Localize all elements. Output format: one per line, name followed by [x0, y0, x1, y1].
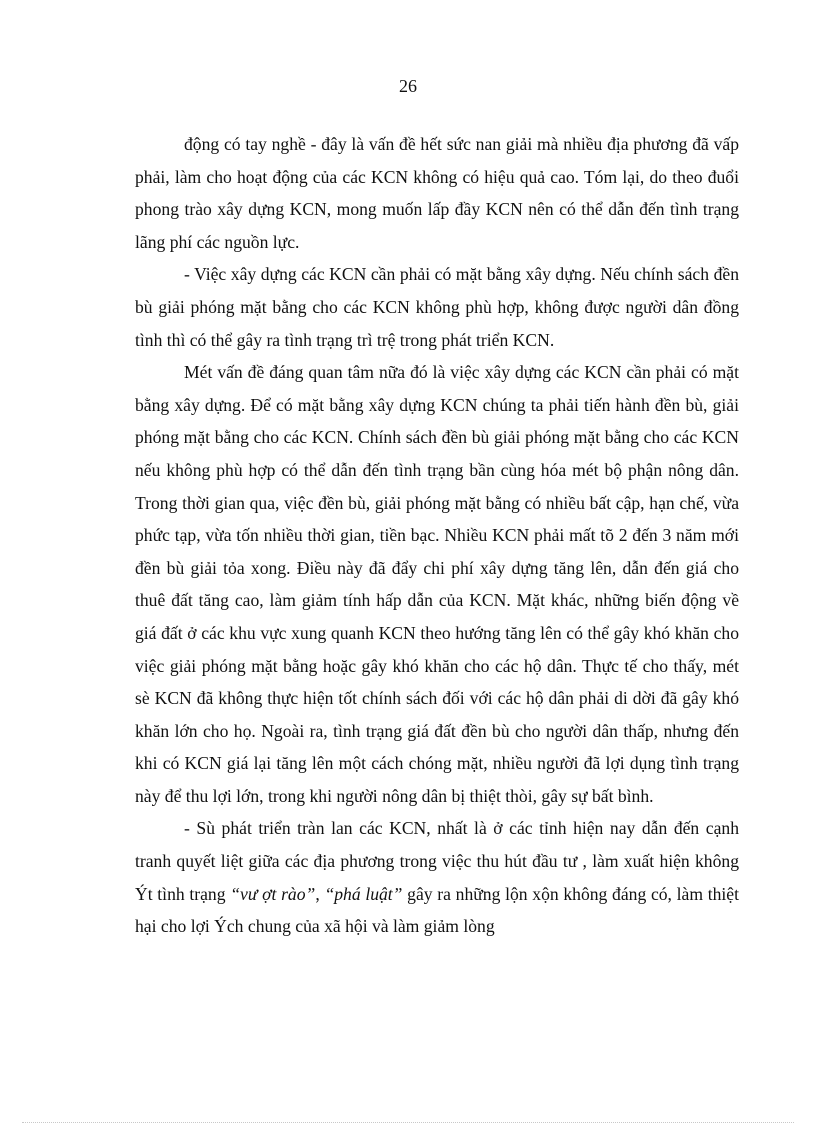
paragraph-competition-point — [135, 812, 739, 942]
quote-pha-luat: “phá luật” — [324, 883, 403, 904]
paragraph-text-middle: , — [315, 883, 325, 904]
paragraph-land-clearance-detail: Mét vấn đề đáng quan tâm nữa đó là việc xây dựng các KCN cần phải có mặt bằng xây dựng. Để có mặt bằng xây dựng KCN chúng ta phải tiến hành đền bù, giải phóng mặt bằng cho các KCN. Chính sách đền bù giải phóng mặt bằng cho các KCN nếu không phù hợp có thể dẫn đến tình trạng bần cùng hóa mét bộ phận nông dân. Trong thời gian qua, việc đền bù, giải phóng mặt bằng có nhiều bất cập, hạn chế, vừa phức tạp, vừa tốn nhiều thời gian, tiền bạc. Nhiều KCN phải mất tõ 2 đến 3 năm mới đền bù giải tỏa xong. Điều này đã đẩy chi phí xây dựng tăng lên, dẫn đến giá cho thuê đất tăng cao, làm giảm tính hấp dẫn của KCN. Mặt khác, những biến động về giá đất ở các khu vực xung quanh KCN theo hướng tăng lên có thể gây khó khăn cho việc giải phóng mặt bằng hoặc gây khó khăn cho các hộ dân. Thực tế cho thấy, mét sè KCN đã không thực hiện tốt chính sách đối với các hộ dân phải di dời đã gây khó khăn lớn cho họ. Ngoài ra, tình trạng giá đất đền bù cho người dân thấp, nhưng đến khi có KCN giá lại tăng lên một cách chóng mặt, nhiều người đã lợi dụng tình trạng này để thu lợi lớn, trong khi người nông dân bị thiệt thòi, gây sự bất bình. — [135, 362, 739, 806]
quote-vuot-rao: “vư ợt rào” — [230, 883, 316, 904]
paragraph-land-clearance-point: - Việc xây dựng các KCN cần phải có mặt bằng xây dựng. Nếu chính sách đền bù giải phóng mặt bằng cho các KCN không phù hợp, không được người dân đồng tình thì có thể gây ra tình trạng trì trệ trong phát triển KCN. — [135, 264, 739, 350]
page-number: 26 — [399, 76, 417, 96]
document-body — [135, 128, 739, 943]
paragraph-text-before: - Sù phát triển tràn lan các KCN, nhất là ở các tỉnh hiện nay dẫn đến cạnh tranh quyết liệt giữa các địa phương trong việc thu hút đầu tư , làm xuất hiện không Ýt tình trạng — [135, 818, 739, 904]
paragraph-text-after: gây ra những lộn xộn không đáng có, làm thiệt hại cho lợi Ých chung của xã hội và làm giảm lòng — [135, 883, 740, 937]
paragraph-continuation: động có tay nghề - đây là vấn đề hết sức nan giải mà nhiều địa phương đã vấp phải, làm cho hoạt động của các KCN không có hiệu quả cao. Tóm lại, do theo đuổi phong trào xây dựng KCN, mong muốn lấp đầy KCN nên có thể dẫn đến tình trạng lãng phí các nguồn lực. — [135, 134, 739, 252]
